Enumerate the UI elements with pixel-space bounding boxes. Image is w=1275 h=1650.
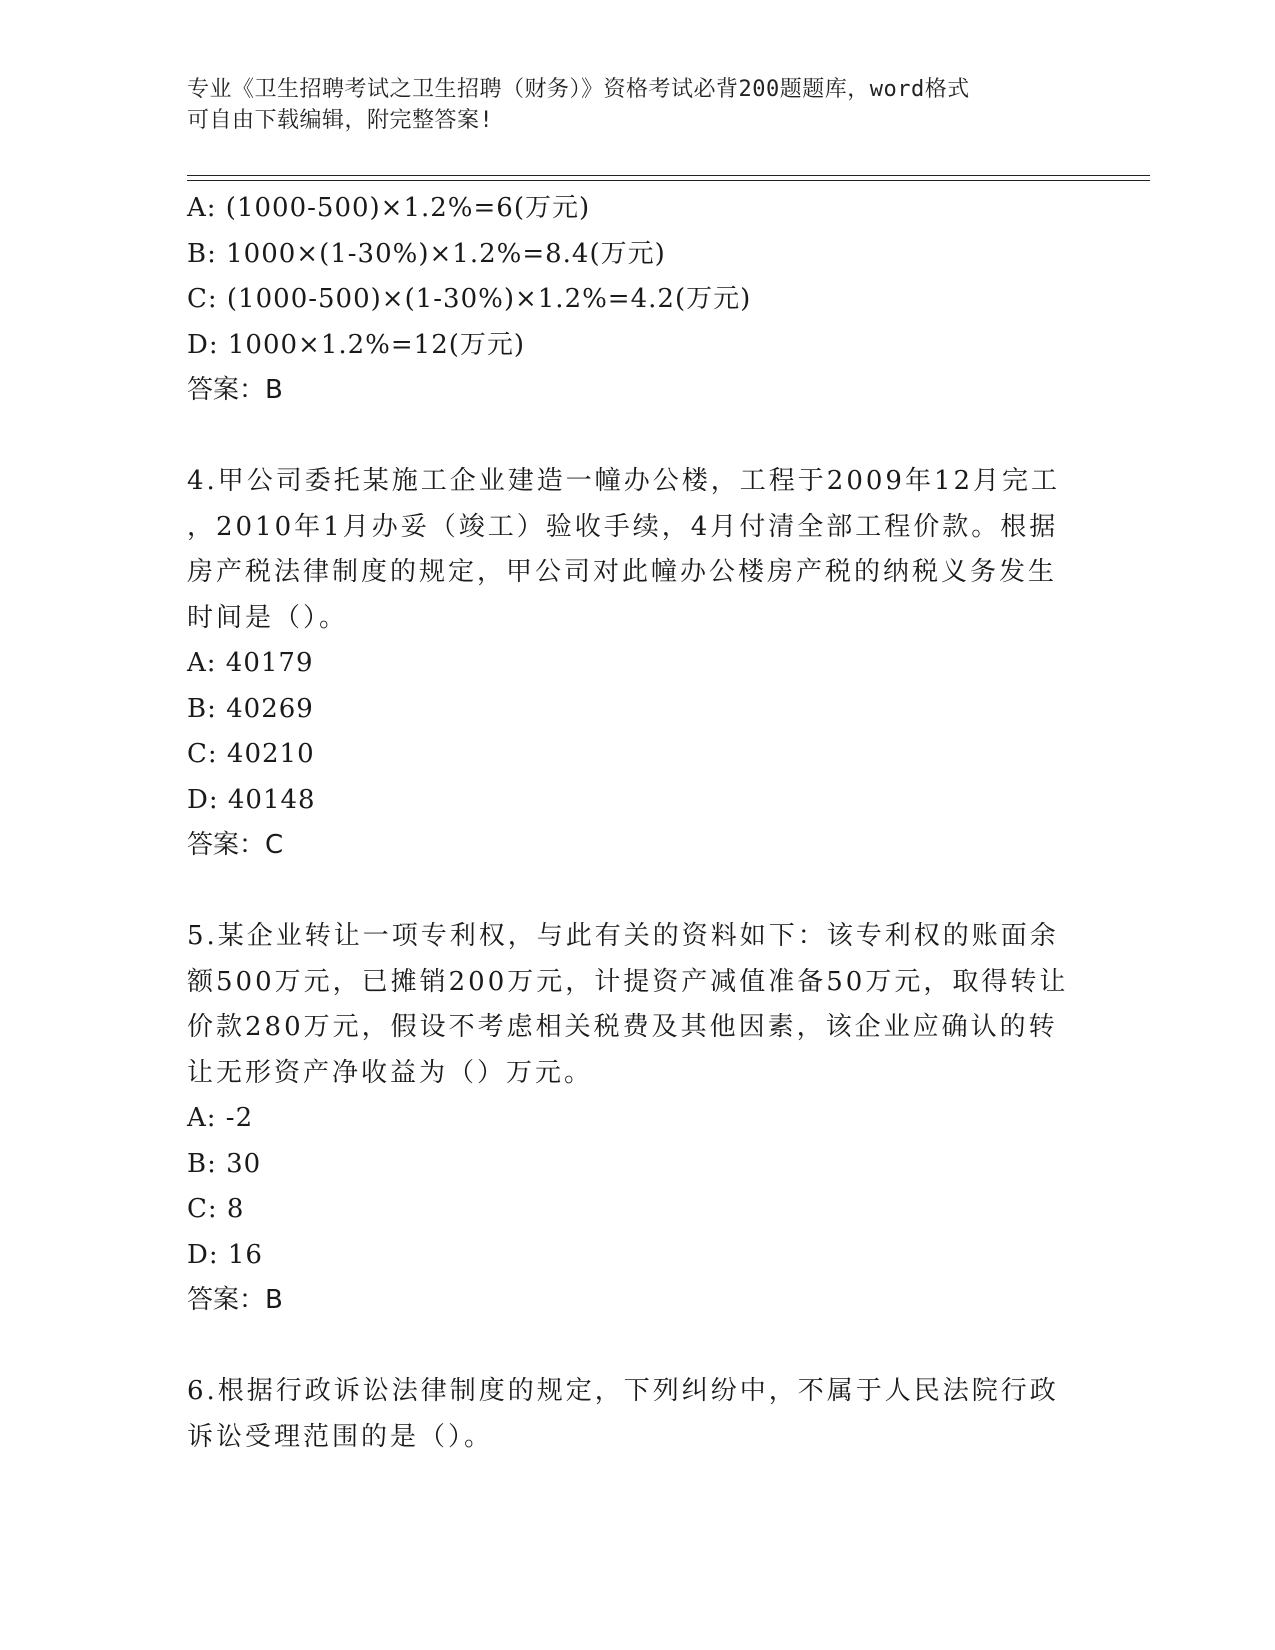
question-stem-line: 5.某企业转让一项专利权，与此有关的资料如下：该专利权的账面余	[187, 921, 1059, 951]
question-stem-line: 6.根据行政诉讼法律制度的规定，下列纠纷中，不属于人民法院行政	[187, 1376, 1059, 1406]
question-stem-line: 时间是（）。	[187, 602, 349, 633]
header-title-line-1: 专业《卫生招聘考试之卫生招聘（财务）》资格考试必背200题题库，word格式	[187, 77, 970, 102]
question-stem-line: 房产税法律制度的规定，甲公司对此幢办公楼房产税的纳税义务发生	[187, 557, 1058, 587]
question-3-continued	[187, 186, 1087, 414]
option-c: C: (1000-500)×(1-30%)×1.2%=4.2(万元)	[187, 284, 752, 314]
question-stem-line: 诉讼受理范围的是（）。	[187, 1421, 494, 1452]
option-a: A: (1000-500)×1.2%=6(万元)	[187, 193, 591, 223]
option-c: C: 8	[187, 1194, 245, 1224]
question-5	[187, 914, 1087, 1324]
question-stem-line: ，2010年1月办妥（竣工）验收手续，4月付清全部工程价款。根据	[187, 511, 1059, 542]
question-stem-line: 让无形资产净收益为（）万元。	[187, 1057, 594, 1088]
option-a: A: -2	[187, 1103, 254, 1133]
header-title-line-2: 可自由下载编辑，附完整答案!	[187, 108, 494, 133]
question-4	[187, 459, 1087, 869]
header-divider-top	[187, 175, 1150, 176]
option-d: D: 16	[187, 1239, 263, 1270]
document-header	[187, 74, 1067, 136]
question-6	[187, 1369, 1087, 1460]
option-a: A: 40179	[187, 648, 314, 678]
document-body	[187, 186, 1087, 1460]
question-stem-line: 额500万元，已摊销200万元，计提资产减值准备50万元，取得转让	[187, 966, 1069, 997]
spacer	[187, 1324, 1087, 1370]
option-d: D: 1000×1.2%=12(万元)	[187, 329, 526, 360]
spacer	[187, 869, 1087, 915]
spacer	[187, 414, 1087, 460]
option-b: B: 30	[187, 1148, 262, 1179]
answer-line: 答案：B	[187, 1285, 283, 1315]
option-b: B: 40269	[187, 693, 314, 724]
question-stem-line: 4.甲公司委托某施工企业建造一幢办公楼，工程于2009年12月完工	[187, 466, 1061, 496]
option-b: B: 1000×(1-30%)×1.2%=8.4(万元)	[187, 238, 666, 269]
answer-line: 答案：B	[187, 375, 283, 405]
answer-line: 答案：C	[187, 830, 284, 860]
option-c: C: 40210	[187, 739, 315, 769]
header-divider-bottom	[187, 180, 1150, 181]
question-stem-line: 价款280万元，假设不考虑相关税费及其他因素，该企业应确认的转	[187, 1012, 1058, 1042]
option-d: D: 40148	[187, 784, 316, 815]
